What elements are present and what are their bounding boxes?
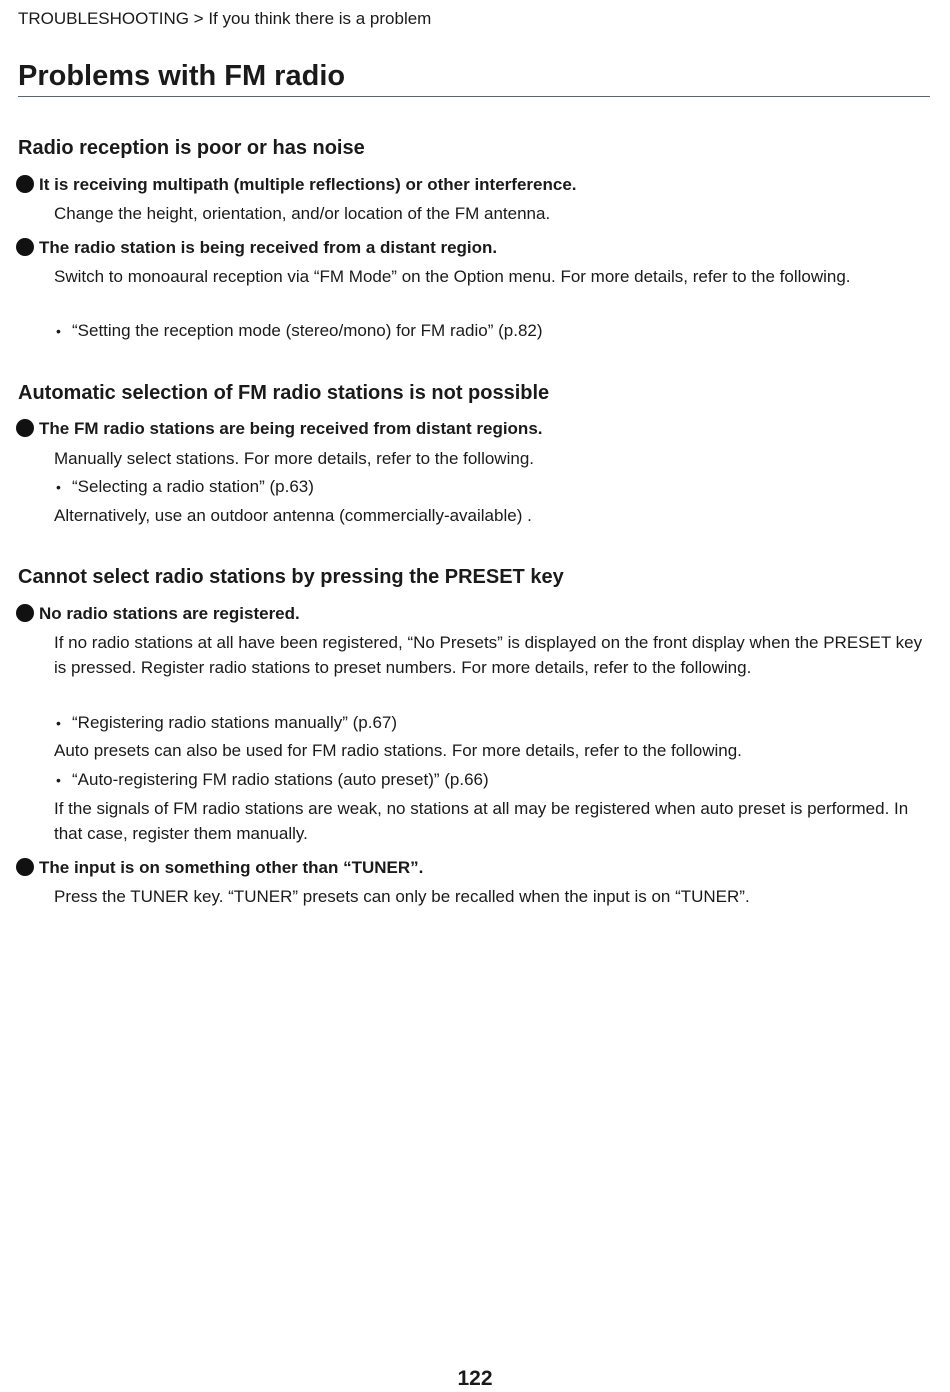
bullet-circle-icon	[16, 419, 34, 437]
reference-text[interactable]: “Auto-registering FM radio stations (auto preset)” (p.66)	[72, 770, 489, 789]
list-bullet: •	[56, 772, 61, 788]
section-heading-auto-selection: Automatic selection of FM radio stations is not possible	[18, 382, 550, 404]
reference-link-auto-preset[interactable]	[56, 767, 489, 793]
reference-text[interactable]: “Registering radio stations manually” (p.67)	[72, 713, 398, 732]
solution-text: Switch to monoaural reception via “FM Mode” on the Option menu. For more details, refer to the following.	[54, 267, 851, 286]
list-bullet: •	[56, 479, 61, 495]
breadcrumb: TROUBLESHOOTING > If you think there is a problem	[18, 9, 432, 28]
solution-text: Press the TUNER key. “TUNER” presets can only be recalled when the input is on “TUNER”.	[54, 887, 750, 906]
page-title: Problems with FM radio	[18, 58, 930, 97]
solution-text: If no radio stations at all have been registered, “No Presets” is displayed on the front display when the PRESET key is pressed. Register radio stations to preset numbers. For more details, refer to the following.	[54, 633, 923, 677]
reference-link-register-manually[interactable]	[56, 710, 397, 736]
solution-text: Auto presets can also be used for FM radio stations. For more details, refer to the following.	[54, 741, 742, 760]
solution-text: Change the height, orientation, and/or location of the FM antenna.	[54, 204, 551, 223]
cause-title: The input is on something other than “TUNER”.	[39, 858, 424, 877]
reference-link-fm-mode[interactable]	[56, 318, 543, 344]
cause-title: The radio station is being received from a distant region.	[39, 238, 498, 257]
bullet-circle-icon	[16, 238, 34, 256]
cause-no-stations-registered	[16, 602, 300, 626]
reference-link-selecting-station[interactable]	[56, 474, 314, 500]
solution-text: If the signals of FM radio stations are weak, no stations at all may be registered when auto preset is performed. In that case, register them manually.	[54, 799, 909, 843]
reference-text[interactable]: “Setting the reception mode (stereo/mono) for FM radio” (p.82)	[72, 321, 543, 340]
reference-text[interactable]: “Selecting a radio station” (p.63)	[72, 477, 314, 496]
cause-title: No radio stations are registered.	[39, 604, 300, 623]
list-bullet: •	[56, 715, 61, 731]
solution-text: Manually select stations. For more details, refer to the following.	[54, 449, 534, 468]
cause-multipath	[16, 173, 577, 197]
section-heading-reception: Radio reception is poor or has noise	[18, 137, 365, 159]
solution-text: Alternatively, use an outdoor antenna (commercially-available) .	[54, 506, 532, 525]
cause-title: It is receiving multipath (multiple reflections) or other interference.	[39, 175, 577, 194]
cause-distant-regions	[16, 417, 543, 441]
bullet-circle-icon	[16, 858, 34, 876]
bullet-circle-icon	[16, 604, 34, 622]
cause-input-not-tuner	[16, 856, 423, 880]
cause-title: The FM radio stations are being received from distant regions.	[39, 419, 543, 438]
bullet-circle-icon	[16, 175, 34, 193]
list-bullet: •	[56, 323, 61, 339]
page-number: 122	[457, 1367, 493, 1390]
cause-distant-region	[16, 236, 497, 260]
section-heading-preset-key: Cannot select radio stations by pressing the PRESET key	[18, 566, 564, 588]
